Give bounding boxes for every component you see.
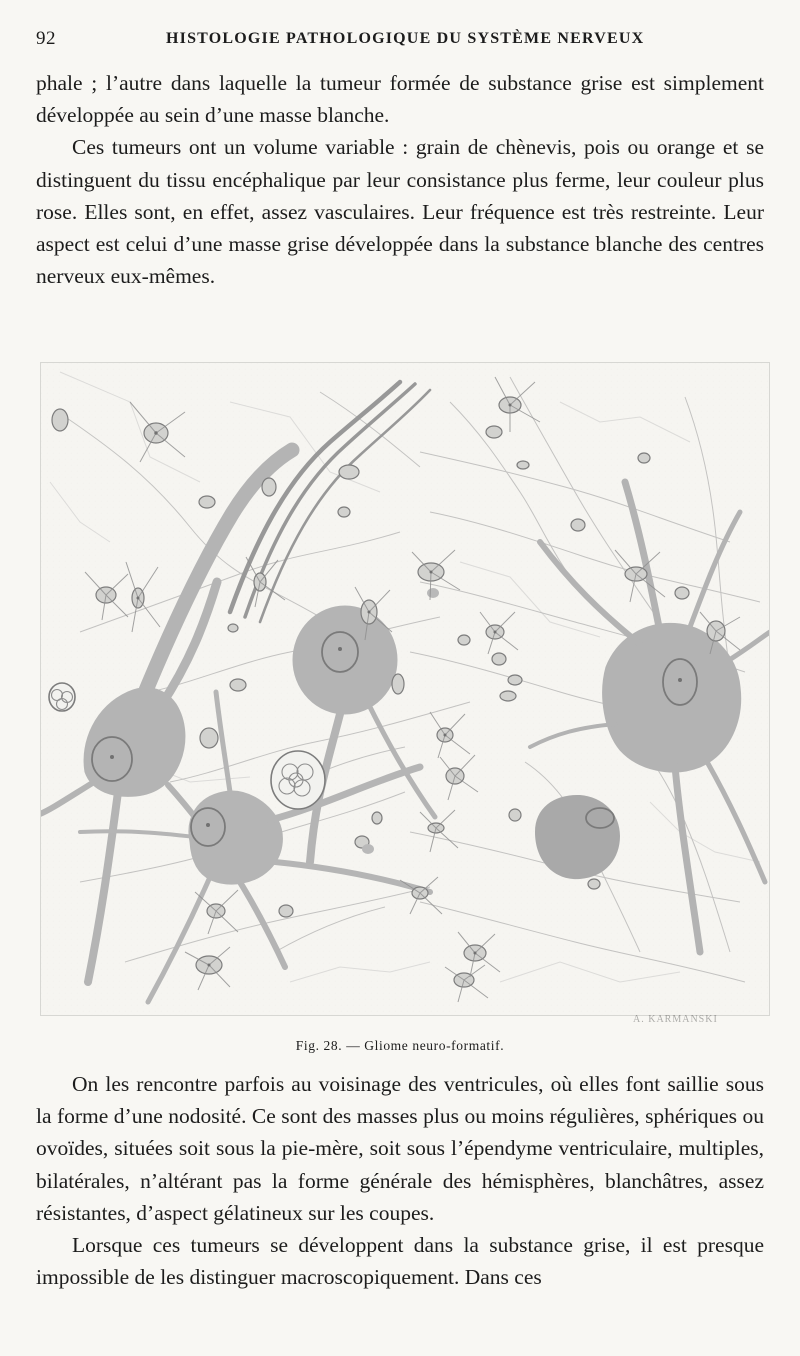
artist-signature: A. KARMANSKI bbox=[633, 1014, 718, 1025]
paragraph: Lorsque ces tumeurs se développent dans la substance grise, il est presque impossible de les distinguer macroscopiquement. Dans ces bbox=[36, 1233, 764, 1290]
body-text-bottom bbox=[36, 1068, 764, 1293]
glioma-illustration bbox=[40, 362, 770, 1016]
figure-caption: Fig. 28. — Gliome neuro-formatif. bbox=[295, 1038, 505, 1053]
running-title: HISTOLOGIE PATHOLOGIQUE DU SYSTÈME NERVEUX bbox=[166, 30, 645, 47]
paragraph: On les rencontre parfois au voisinage des ventricules, où elles font saillie sous la forme d’une nodosité. Ce sont des masses plus ou moins régulières, sphériques ou ovoïdes, situées soit sous la pie-mère, soit sous l’épendyme ventriculaire, multiples, bilatérales, n’altérant pas la forme générale des hémisphères, blanchâtres, assez résistantes, d’aspect gélatineux sur les coupes. bbox=[36, 1072, 764, 1225]
page-number: 92 bbox=[36, 28, 56, 49]
running-head bbox=[36, 28, 764, 54]
histology-figure bbox=[40, 362, 770, 1016]
paragraph: phale ; l’autre dans laquelle la tumeur formée de substance grise est simplement développée au sein d’une masse blanche. bbox=[36, 71, 764, 128]
body-text-top bbox=[36, 67, 764, 292]
paragraph: Ces tumeurs ont un volume variable : grain de chènevis, pois ou orange et se distinguent du tissu encéphalique par leur consistance plus ferme, leur couleur plus rose. Elles sont, en effet, assez vasculaires. Leur fréquence est très restreinte. Leur aspect est celui d’une masse grise développée dans la substance blanche des centres nerveux eux-mêmes. bbox=[36, 135, 764, 289]
